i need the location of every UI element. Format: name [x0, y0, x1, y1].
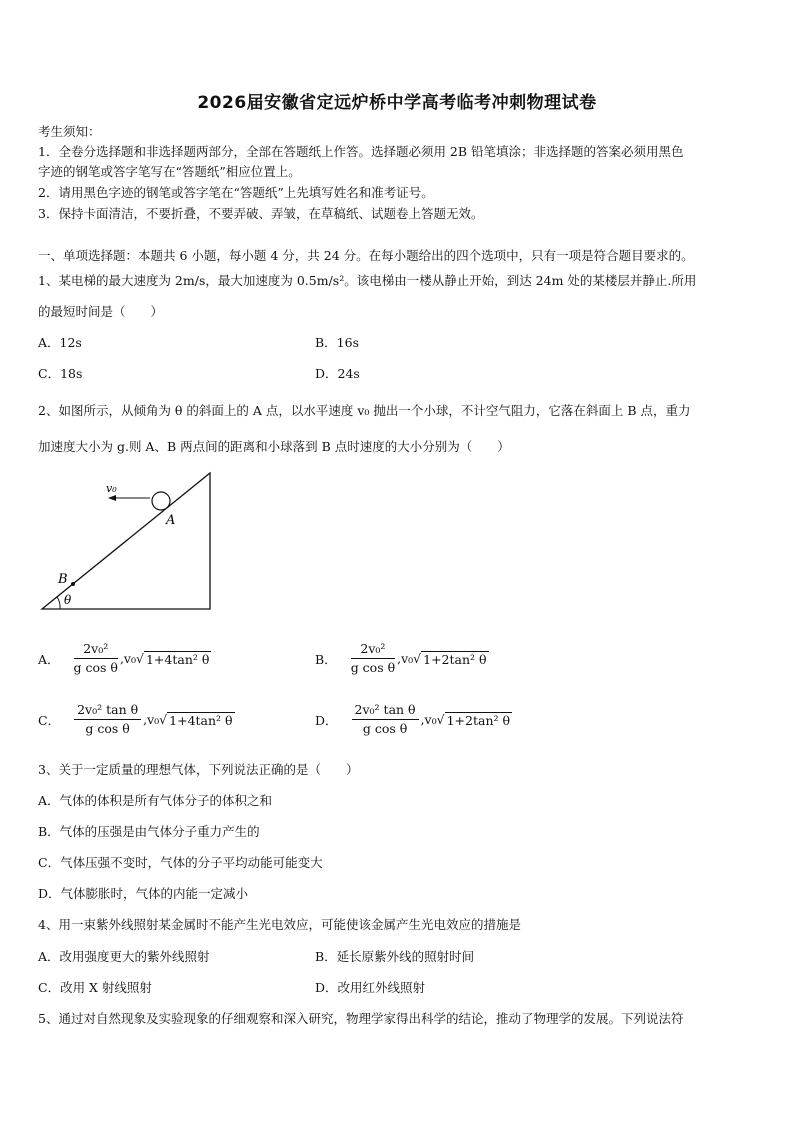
q1-option-a: A．12s — [38, 335, 82, 350]
q2-option-c: C． $\frac{\text{2v₀² tan θ}}{\text{g cos θ}}$ ,v₀ √ 1+4tan² θ — [38, 702, 233, 736]
notice-item-1b: 字迹的钢笔或答字笔写在“答题纸”相应位置上。 — [38, 164, 301, 179]
q2-option-a: A． $\frac{\text{2v₀²}}{\text{g cos θ}}$ ,v₀ √ 1+4tan² θ — [38, 641, 210, 675]
label-v0: v₀ — [106, 482, 117, 495]
label-b: B — [58, 572, 68, 587]
incline-triangle — [42, 473, 210, 609]
q4-option-c: C．改用 X 射线照射 — [38, 980, 152, 995]
q4-stem: 4、用一束紫外线照射某金属时不能产生光电效应，可能使该金属产生光电效应的措施是 — [38, 917, 521, 932]
ball-icon — [152, 492, 170, 510]
section-heading: 一、单项选择题：本题共 6 小题，每小题 4 分，共 24 分。在每小题给出的四个选项中，只有一项是符合题目要求的。 — [38, 248, 694, 263]
q5-stem: 5、通过对自然现象及实验现象的仔细观察和深入研究，物理学家得出科学的结论，推动了物理学的发展。下列说法符 — [38, 1011, 684, 1026]
q1-stem-b: 的最短时间是（ ） — [38, 304, 164, 319]
q1-stem-a: 1、某电梯的最大速度为 2m/s，最大加速度为 0.5m/s²。该电梯由一楼从静止开始，到达 24m 处的某楼层并静止.所用 — [38, 273, 697, 288]
point-b-dot — [71, 582, 75, 586]
q1-option-d: D．24s — [315, 366, 360, 381]
q3-stem: 3、关于一定质量的理想气体，下列说法正确的是（ ） — [38, 762, 359, 777]
angle-arc — [57, 597, 60, 609]
q4-option-b: B．延长原紫外线的照射时间 — [315, 949, 475, 964]
incline-figure — [38, 470, 218, 615]
q2-stem-b: 加速度大小为 g.则 A、B 两点间的距离和小球落到 B 点时速度的大小分别为（ ） — [38, 439, 510, 454]
notice-item-1a: 1．全卷分选择题和非选择题两部分，全部在答题纸上作答。选择题必须用 2B 铅笔填涂；非选择题的答案必须用黑色 — [38, 144, 684, 159]
label-theta: θ — [64, 593, 72, 607]
q3-option-c: C．气体压强不变时，气体的分子平均动能可能变大 — [38, 855, 323, 870]
notice-heading: 考生须知： — [38, 124, 101, 139]
q2-stem-a: 2、如图所示，从倾角为 θ 的斜面上的 A 点，以水平速度 v₀ 抛出一个小球，不计空气阻力，它落在斜面上 B 点，重力 — [38, 403, 691, 418]
notice-item-3: 3．保持卡面清洁，不要折叠，不要弄破、弄皱，在草稿纸、试题卷上答题无效。 — [38, 206, 484, 221]
q4-option-d: D．改用红外线照射 — [315, 980, 426, 995]
q3-option-b: B．气体的压强是由气体分子重力产生的 — [38, 824, 260, 839]
page-title: 2026届安徽省定远炉桥中学高考临考冲刺物理试卷 — [197, 93, 597, 113]
q3-option-a: A．气体的体积是所有气体分子的体积之和 — [38, 793, 273, 808]
q2-option-b: B． $\frac{\text{2v₀²}}{\text{g cos θ}}$ ,v₀ √ 1+2tan² θ — [315, 641, 487, 675]
q2-option-d: D． $\frac{\text{2v₀² tan θ}}{\text{g cos θ}}$ ,v₀ √ 1+2tan² θ — [315, 702, 511, 736]
q3-option-d: D．气体膨胀时，气体的内能一定减小 — [38, 886, 249, 901]
notice-item-2: 2．请用黑色字迹的钢笔或答字笔在“答题纸”上先填写姓名和准考证号。 — [38, 185, 434, 200]
q1-option-c: C．18s — [38, 366, 83, 381]
velocity-arrowhead — [108, 495, 116, 501]
label-a: A — [166, 513, 176, 528]
q4-option-a: A．改用强度更大的紫外线照射 — [38, 949, 210, 964]
q1-option-b: B．16s — [315, 335, 360, 350]
